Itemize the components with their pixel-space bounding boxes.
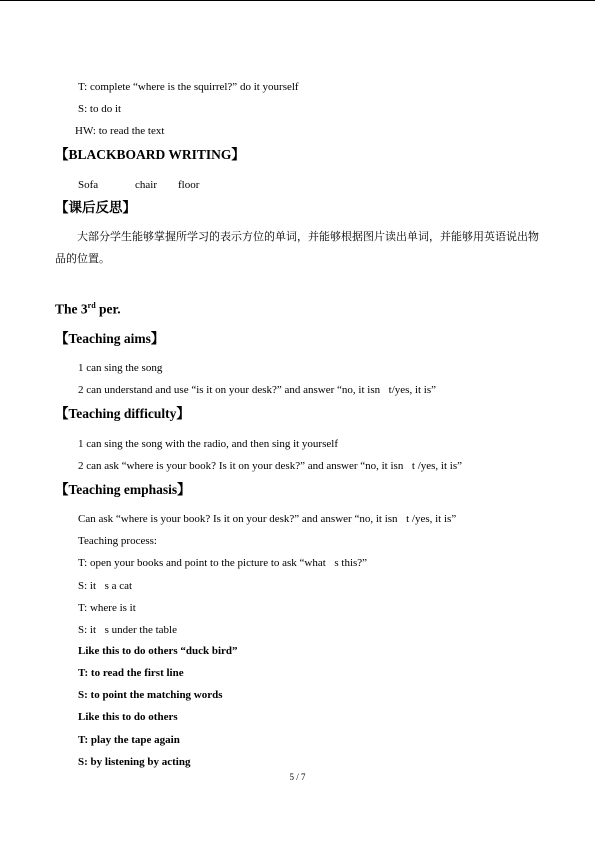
process-line: T: open your books and point to the picture to ask “what s this?”	[78, 557, 368, 569]
text-line: S: to do it	[78, 103, 122, 115]
board-word: chair	[135, 179, 157, 191]
process-line-bold: S: by listening by acting	[78, 756, 191, 768]
reflection-paragraph: 大部分学生能够掌握所学习的表示方位的单词，并能够根据图片读出单词，并能够用英语说出物品的位置。	[55, 231, 539, 265]
section-heading-blackboard: 【BLACKBOARD WRITING】	[55, 147, 245, 162]
text-line: HW: to read the text	[75, 125, 165, 137]
aim-item: 1 can sing the song	[78, 362, 163, 374]
difficulty-item: 2 can ask “where is your book? Is it on your desk?” and answer “no, it isn t /yes, it is”	[78, 460, 462, 472]
section-heading-aims: 【Teaching aims】	[55, 331, 165, 346]
page-number: 5 / 7	[289, 772, 306, 782]
section-heading-difficulty: 【Teaching difficulty】	[55, 406, 190, 421]
period-title: The 3rd per.	[55, 301, 121, 317]
process-line: S: it s under the table	[78, 624, 177, 636]
process-line-bold: Like this to do others	[78, 711, 178, 723]
process-line-bold: T: to read the first line	[78, 667, 184, 679]
process-heading: Teaching process:	[78, 535, 157, 547]
process-line-bold: Like this to do others “duck bird”	[78, 645, 238, 657]
process-line: S: it s a cat	[78, 580, 133, 592]
text-line: T: complete “where is the squirrel?” do it yourself	[78, 81, 299, 93]
difficulty-item: 1 can sing the song with the radio, and then sing it yourself	[78, 438, 338, 450]
page-top-rule	[0, 0, 595, 1]
process-line-bold: T: play the tape again	[78, 734, 180, 746]
section-heading-emphasis: 【Teaching emphasis】	[55, 482, 191, 497]
emphasis-item: Can ask “where is your book? Is it on your desk?” and answer “no, it isn t /yes, it is”	[78, 513, 457, 525]
board-word: Sofa	[78, 179, 99, 191]
section-heading-reflection: 【课后反思】	[55, 200, 136, 216]
process-line-bold: S: to point the matching words	[78, 689, 223, 701]
board-word: floor	[178, 179, 200, 191]
aim-item: 2 can understand and use “is it on your desk?” and answer “no, it isn t/yes, it is”	[78, 384, 437, 396]
process-line: T: where is it	[78, 602, 136, 614]
